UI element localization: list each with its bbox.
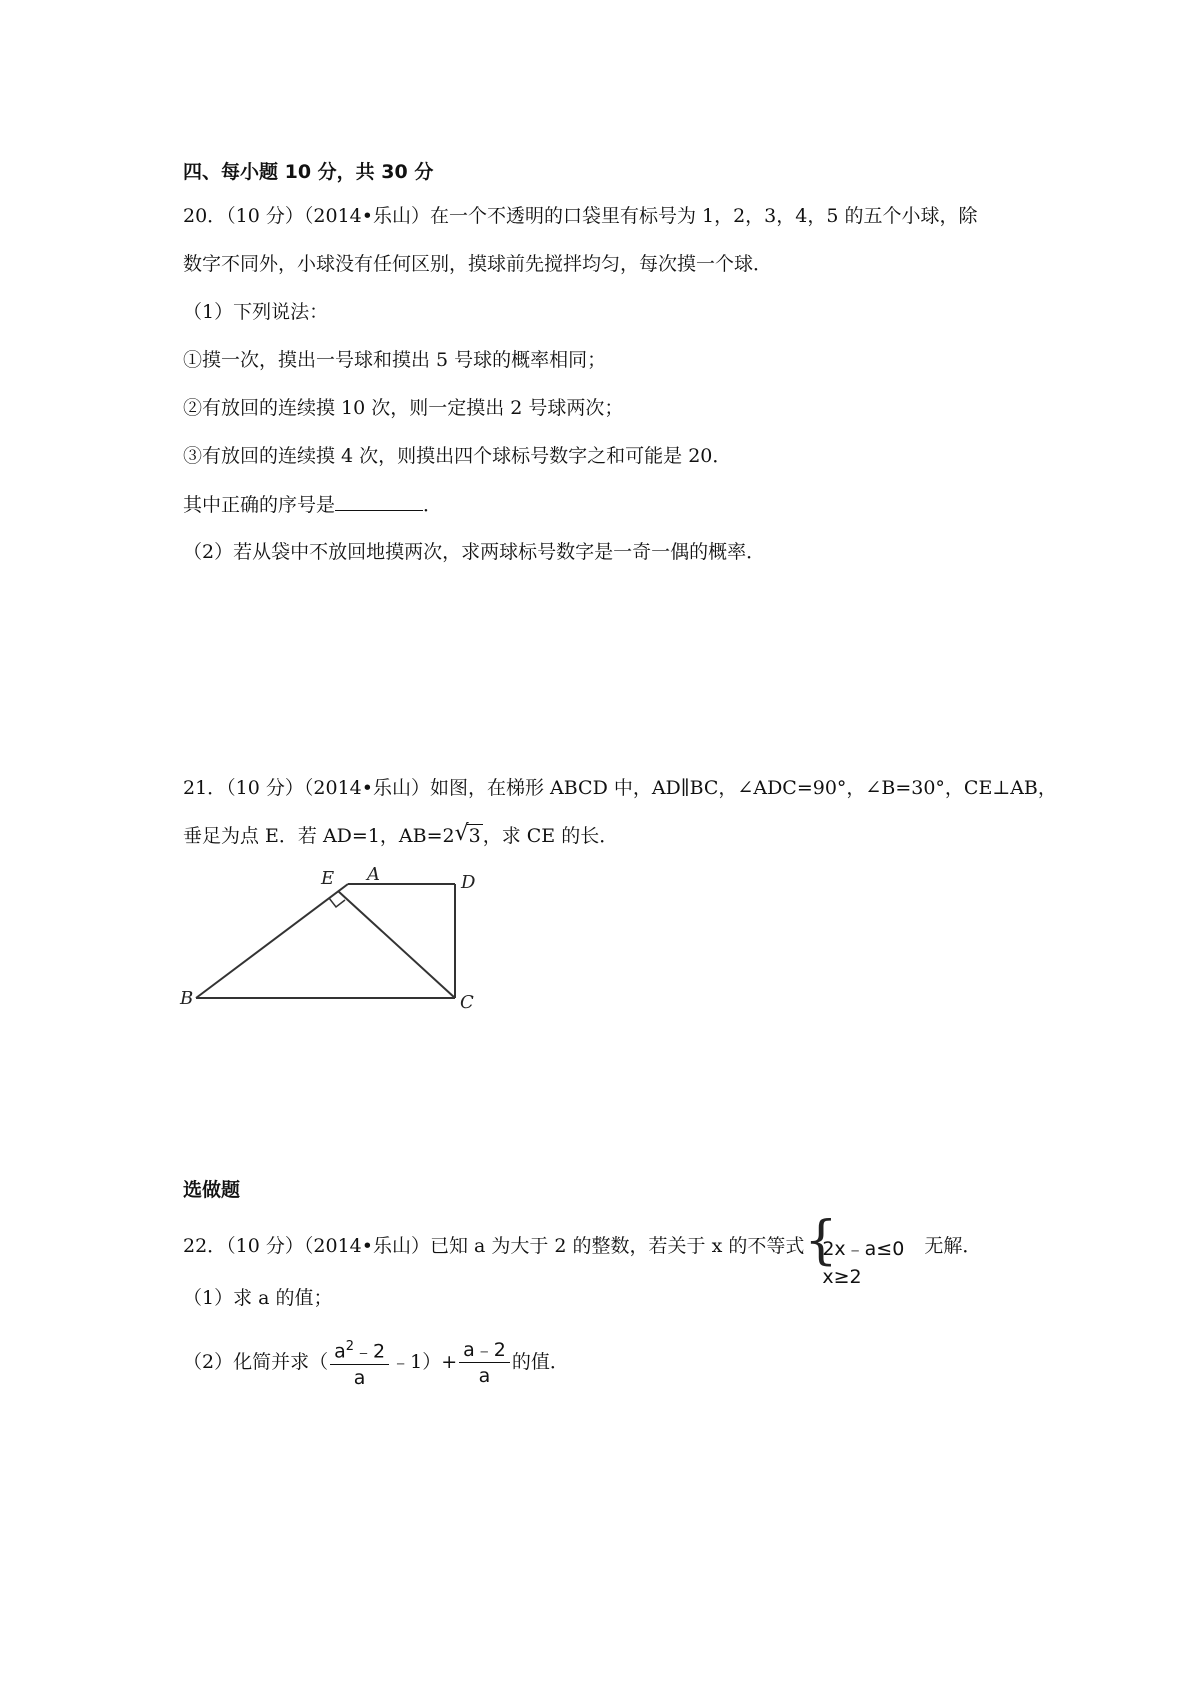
q20-statement1: ①摸一次，摸出一号球和摸出 5 号球的概率相同； [183, 349, 607, 371]
q20-part2: （2）若从袋中不放回地摸两次，求两球标号数字是一奇一偶的概率． [183, 541, 766, 563]
optional-heading: 选做题 [183, 1179, 241, 1201]
q22-part1: （1）求 a 的值； [183, 1287, 333, 1309]
q22-part2-suffix: 的值． [511, 1351, 569, 1373]
inequality-1: 2x﹣a≤0 [822, 1238, 905, 1260]
right-angle-mark [329, 898, 345, 907]
q20-line1: 20．（10 分）（2014•乐山）在一个不透明的口袋里有标号为 1，2，3，4，5 的五个小球，除 [183, 205, 978, 227]
segment-CE [338, 891, 455, 998]
inequality-2: x≥2 [822, 1266, 862, 1288]
trapezoid-figure [178, 858, 498, 1028]
q21-line1: 21．（10 分）（2014•乐山）如图，在梯形 ABCD 中，AD∥BC，∠ADC=90°，∠B=30°，CE⊥AB， [183, 777, 1057, 799]
sqrt-expression: √ 3 [454, 821, 481, 847]
side-AB [196, 884, 348, 998]
q22-part2 [183, 1334, 569, 1391]
q20-answer-line [183, 490, 442, 519]
label-B: B [180, 988, 194, 1009]
label-C: C [460, 992, 474, 1013]
q20-answer-prefix: 其中正确的序号是 [183, 494, 336, 516]
q21-line2-suffix: ，求 CE 的长． [482, 825, 619, 847]
sqrt-radicand: 3 [468, 825, 481, 847]
q20-statement2: ②有放回的连续摸 10 次，则一定摸出 2 号球两次； [183, 397, 624, 419]
fraction-2 [459, 1338, 510, 1389]
q22-line1 [183, 1211, 982, 1288]
inequality-system [804, 1211, 924, 1288]
q21-line2 [183, 822, 618, 850]
label-D: D [461, 872, 476, 893]
label-E: E [321, 868, 335, 889]
q22-line1-prefix: 22．（10 分）（2014•乐山）已知 a 为大于 2 的整数，若关于 x 的不等式 [183, 1235, 805, 1257]
fraction-1 [330, 1335, 389, 1390]
q20-part1: （1）下列说法： [183, 301, 329, 323]
section-heading: 四、每小题 10 分，共 30 分 [183, 161, 434, 183]
q22-line1-suffix: 无解． [924, 1235, 982, 1257]
label-A: A [367, 864, 380, 885]
frac2-num: a﹣2 [463, 1338, 506, 1361]
frac1-num-base: a [334, 1340, 346, 1363]
frac1-den: a [353, 1366, 366, 1389]
q20-answer-blank[interactable] [335, 490, 423, 511]
frac1-num-exp: 2 [345, 1339, 355, 1355]
q20-line2: 数字不同外，小球没有任何区别，摸球前先搅拌均匀，每次摸一个球． [183, 253, 773, 275]
frac2-den: a [478, 1364, 491, 1387]
q20-statement3: ③有放回的连续摸 4 次，则摸出四个球标号数字之和可能是 20． [183, 445, 732, 467]
brace-icon: { [804, 1211, 838, 1271]
q20-answer-suffix: ． [423, 494, 443, 516]
q21-line2-prefix: 垂足为点 E．若 AD=1，AB=2 [183, 825, 455, 847]
q22-mid: ﹣1）+ [391, 1351, 458, 1373]
frac1-num-rest: ﹣2 [354, 1340, 386, 1363]
q22-part2-prefix: （2）化简并求（ [183, 1351, 329, 1373]
